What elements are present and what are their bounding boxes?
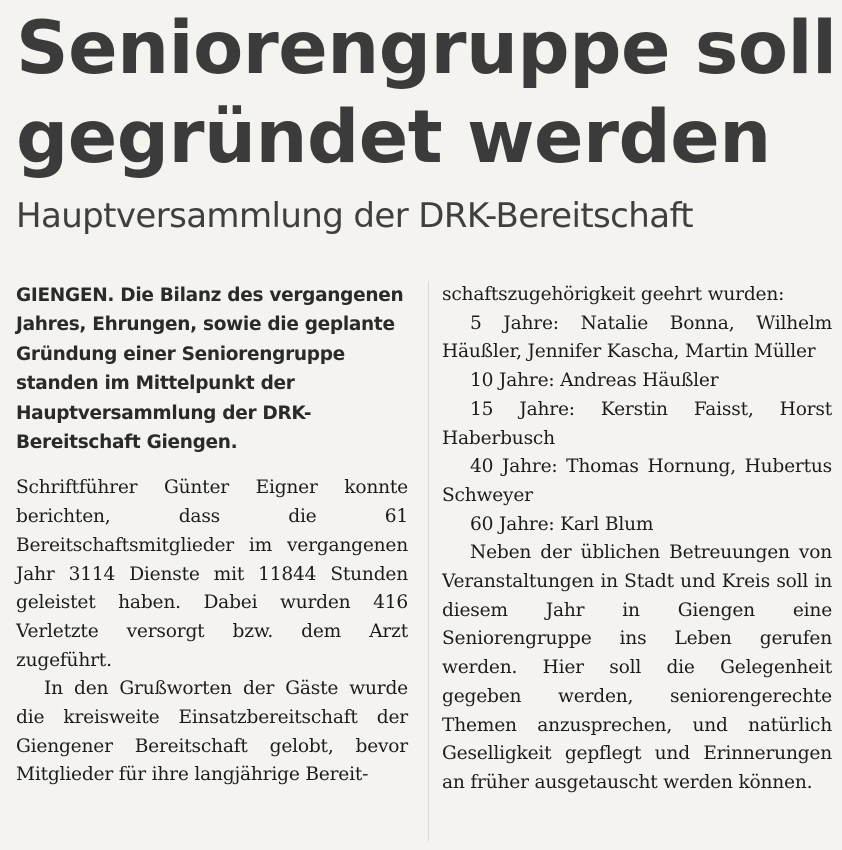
paragraph-report: Schriftführer Günter Eigner konnte berichten, dass die 61 Bereitschaftsmitglieder im vergangenen Jahr 3114 Dienste mit 11844 Stunden geleistet haben. Dabei wurden 416 Verletzte versorgt bzw. dem Arzt zugeführt.: [16, 477, 408, 671]
paragraph-greetings: In den Grußworten der Gäste wurde die kreisweite Einsatzbereitschaft der Giengener Bereitschaft gelobt, bevor Mitglieder für ihre langjährige Bereit-: [16, 678, 408, 786]
lead-paragraph: GIENGEN. Die Bilanz des vergangenen Jahres, Ehrungen, sowie die geplante Gründung einer Seniorengruppe standen im Mittelpunkt der Hauptversammlung der DRK-Bereitschaft Giengen.: [16, 285, 404, 454]
honor-60-years: 60 Jahre: Karl Blum: [470, 513, 654, 535]
honor-5-years: 5 Jahre: Natalie Bonna, Wilhelm Häußler, Jennifer Kascha, Martin Müller: [442, 312, 832, 363]
left-column: [16, 281, 408, 790]
honor-10-years: 10 Jahre: Andreas Häußler: [470, 370, 719, 392]
paragraph-greetings-continued: schaftszugehörigkeit geehrt wurden:: [442, 284, 785, 305]
headline: [16, 4, 836, 182]
honor-40-years: 40 Jahre: Thomas Hornung, Hubertus Schweyer: [442, 456, 832, 506]
paragraph-senior-group: Neben der üblichen Betreuungen von Veranstaltungen in Stadt und Kreis soll in diesem Jahr in Giengen eine Seniorengruppe ins Leben gerufen werden. Hier soll die Gelegenheit gegeben werden, seniorengerechte Themen anzusprechen, und natürlich Geselligkeit gepflegt und Erinnerungen an früher ausgetauscht werden können.: [442, 542, 832, 793]
honor-15-years: 15 Jahre: Kerstin Faisst, Horst Haberbusch: [442, 398, 832, 449]
headline-line-1: Seniorengruppe soll: [16, 6, 837, 91]
headline-line-2: gegründet werden: [16, 95, 771, 180]
column-divider: [428, 281, 429, 841]
subheadline: Hauptversammlung der DRK-Bereitschaft: [16, 196, 693, 236]
right-column: [442, 281, 832, 798]
